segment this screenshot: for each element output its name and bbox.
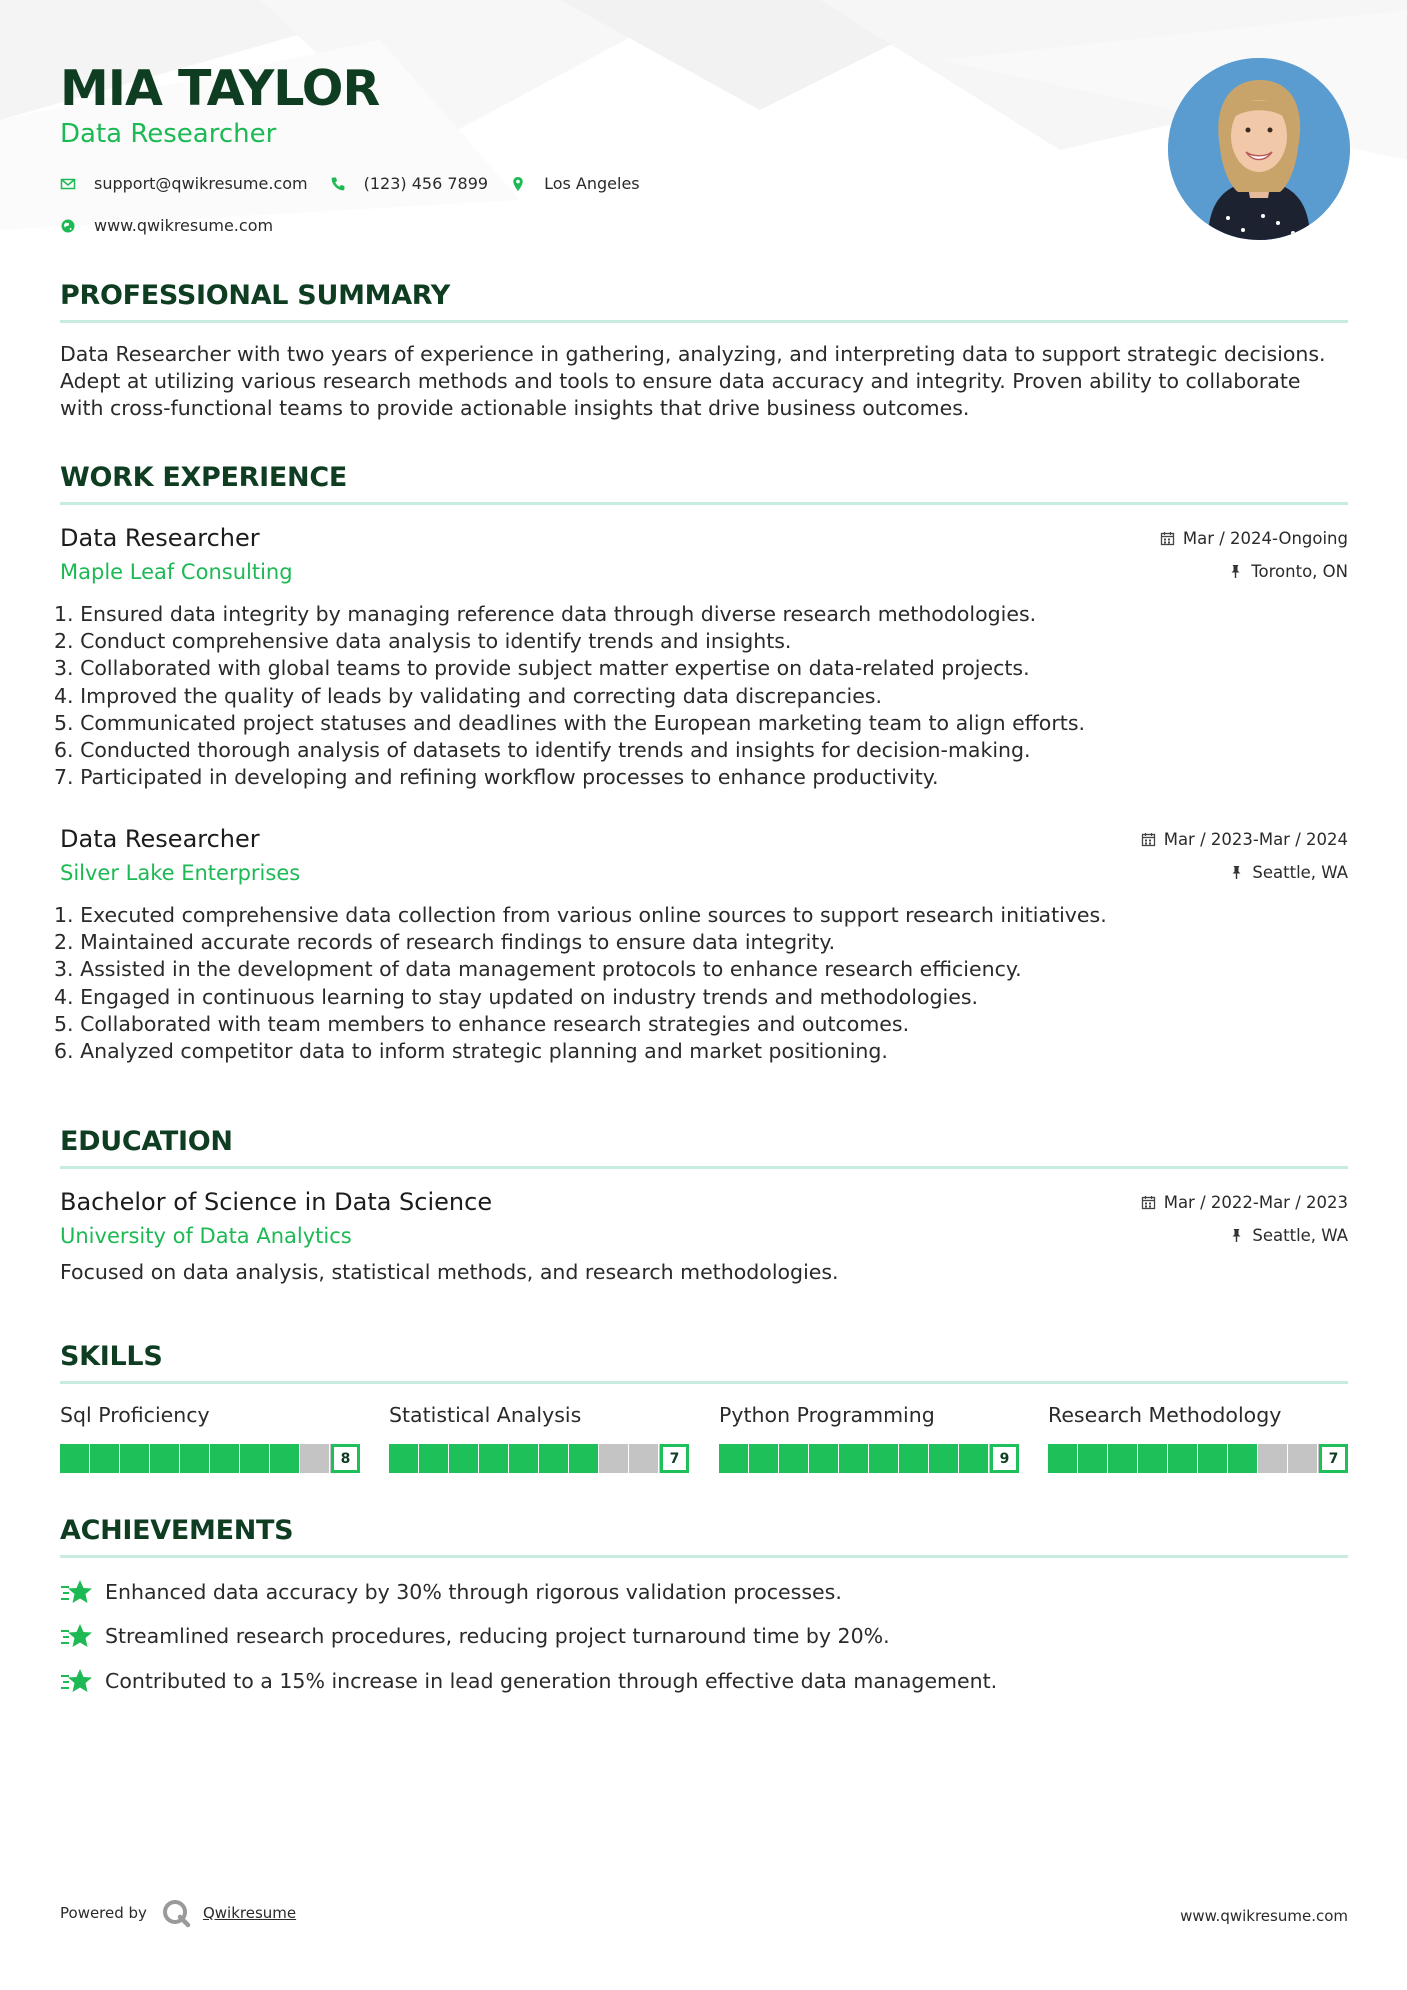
skill-level-badge: 7: [1319, 1444, 1348, 1473]
summary-section: [60, 279, 1348, 422]
experience-section: [60, 461, 1348, 505]
location-text: Los Angeles: [544, 174, 640, 193]
skill-level-segment: [479, 1444, 508, 1473]
profile-photo-illustration: [1168, 58, 1350, 240]
skill-level-segment: [839, 1444, 868, 1473]
powered-by-label: Powered by: [60, 1904, 147, 1922]
skill-level-badge: 9: [990, 1444, 1019, 1473]
skill-level-bar: [389, 1444, 689, 1473]
skill-name: Statistical Analysis: [389, 1403, 582, 1427]
skill-level-segment: [1228, 1444, 1257, 1473]
degree-title: Bachelor of Science in Data Science: [60, 1188, 493, 1216]
summary-line: Data Researcher with two years of experience in gathering, analyzing, and interpreting data to support strategic decisions.: [60, 342, 1326, 366]
section-divider: [60, 502, 1348, 505]
pushpin-icon: [1228, 564, 1243, 579]
skill-level-bar: [60, 1444, 360, 1473]
envelope-icon: [60, 176, 76, 192]
achievements-section: [60, 1514, 1348, 1558]
map-pin-icon: [510, 176, 526, 192]
skill-level-segment: [60, 1444, 89, 1473]
education-date: [1141, 1193, 1348, 1212]
star-badge-icon: [60, 1622, 94, 1650]
job-bullet: 5. Communicated project statuses and deadlines with the European marketing team to align efforts.: [54, 710, 1086, 735]
education-heading: EDUCATION: [60, 1126, 233, 1157]
achievements-heading: ACHIEVEMENTS: [60, 1515, 294, 1546]
skill-level-segment: [929, 1444, 958, 1473]
skill-level-segment: [749, 1444, 778, 1473]
job-bullets: [54, 601, 1085, 791]
skill-level-badge: 8: [331, 1444, 360, 1473]
job-bullet: 4. Engaged in continuous learning to stay updated on industry trends and methodologies.: [54, 984, 979, 1009]
skills-section: [60, 1340, 1348, 1384]
education-section: [60, 1125, 1348, 1169]
skill-level-segment: [210, 1444, 239, 1473]
phone-icon: [330, 176, 346, 192]
job-bullet: 4. Improved the quality of leads by validating and correcting data discrepancies.: [54, 683, 882, 708]
job-title: Data Researcher: [60, 524, 260, 552]
skill-level-segment: [719, 1444, 748, 1473]
achievement-text: Contributed to a 15% increase in lead generation through effective data management.: [105, 1668, 998, 1693]
skill-level-badge: 7: [660, 1444, 689, 1473]
education-date-text: Mar / 2022-Mar / 2023: [1163, 1193, 1348, 1212]
contact-phone[interactable]: [330, 174, 488, 193]
footer-powered-by: [60, 1898, 296, 1928]
job-bullet: 5. Collaborated with team members to enhance research strategies and outcomes.: [54, 1011, 910, 1036]
job-title: Data Researcher: [60, 825, 260, 853]
skill-level-bar: [719, 1444, 1019, 1473]
skills-heading: SKILLS: [60, 1341, 163, 1372]
skill-level-segment: [180, 1444, 209, 1473]
job-date: [1141, 830, 1348, 849]
skill-level-segment: [300, 1444, 329, 1473]
skill-level-segment: [809, 1444, 838, 1473]
skill-level-segment: [389, 1444, 418, 1473]
calendar-icon: [1141, 832, 1156, 847]
school-name: University of Data Analytics: [60, 1224, 352, 1248]
calendar-icon: [1141, 1195, 1156, 1210]
profile-photo: [1168, 58, 1350, 240]
star-badge-icon: [60, 1667, 94, 1695]
skill-level-segment: [869, 1444, 898, 1473]
skill-level-segment: [150, 1444, 179, 1473]
skill-level-segment: [959, 1444, 988, 1473]
skill-item: [60, 1402, 360, 1467]
candidate-name: MIA TAYLOR: [60, 60, 380, 117]
job-company: Maple Leaf Consulting: [60, 560, 293, 584]
skill-level-segment: [509, 1444, 538, 1473]
pushpin-icon: [1229, 865, 1244, 880]
skill-level-segment: [270, 1444, 299, 1473]
candidate-role: Data Researcher: [60, 119, 277, 149]
email-text[interactable]: support@qwikresume.com: [94, 174, 308, 193]
job-location: [1228, 562, 1348, 581]
skill-level-segment: [240, 1444, 269, 1473]
section-divider: [60, 1555, 1348, 1558]
skill-level-segment: [120, 1444, 149, 1473]
calendar-icon: [1160, 531, 1175, 546]
skill-name: Python Programming: [719, 1403, 935, 1427]
contact-row-secondary: [60, 216, 295, 235]
achievement-text: Enhanced data accuracy by 30% through rigorous validation processes.: [105, 1579, 842, 1604]
skill-level-segment: [1168, 1444, 1197, 1473]
skill-level-segment: [1138, 1444, 1167, 1473]
skill-item: [389, 1402, 689, 1467]
skill-item: [719, 1402, 1019, 1467]
contact-website[interactable]: [60, 216, 273, 235]
education-description: Focused on data analysis, statistical methods, and research methodologies.: [60, 1260, 839, 1284]
job-bullet: 6. Analyzed competitor data to inform strategic planning and market positioning.: [54, 1039, 888, 1064]
qwikresume-logo-icon: [161, 1898, 191, 1928]
job-bullet: 3. Collaborated with global teams to provide subject matter expertise on data-related projects.: [54, 656, 1030, 681]
job-bullets: [54, 902, 1107, 1065]
achievement-item: [60, 1667, 997, 1695]
summary-line: with cross-functional teams to provide actionable insights that drive business outcomes.: [60, 396, 970, 420]
job-bullet: 1. Executed comprehensive data collection from various online sources to support research initiatives.: [54, 903, 1107, 927]
skill-level-segment: [449, 1444, 478, 1473]
contact-row-primary: [60, 174, 662, 193]
job-bullet: 3. Assisted in the development of data management protocols to enhance research efficiency.: [54, 957, 1022, 982]
contact-location: [510, 174, 640, 193]
skill-level-segment: [629, 1444, 658, 1473]
skill-level-segment: [599, 1444, 628, 1473]
summary-text: [60, 341, 1348, 422]
summary-heading: PROFESSIONAL SUMMARY: [60, 280, 451, 311]
star-badge-icon: [60, 1578, 94, 1606]
skill-level-segment: [1288, 1444, 1317, 1473]
job-bullet: 2. Maintained accurate records of research findings to ensure data integrity.: [54, 930, 836, 955]
education-location-text: Seattle, WA: [1252, 1226, 1348, 1245]
achievement-item: [60, 1622, 890, 1650]
brand-link[interactable]: Qwikresume: [202, 1904, 297, 1922]
globe-icon: [60, 218, 76, 234]
phone-text[interactable]: (123) 456 7899: [363, 174, 489, 193]
job-date: [1160, 529, 1348, 548]
job-bullet: 1. Ensured data integrity by managing reference data through diverse research methodologies.: [54, 602, 1037, 626]
contact-email[interactable]: [60, 174, 308, 193]
section-divider: [60, 1381, 1348, 1384]
job-company: Silver Lake Enterprises: [60, 861, 301, 885]
skill-level-segment: [779, 1444, 808, 1473]
website-text[interactable]: www.qwikresume.com: [94, 216, 274, 235]
job-date-text: Mar / 2024-Ongoing: [1182, 529, 1348, 548]
skill-level-segment: [419, 1444, 448, 1473]
skill-level-segment: [899, 1444, 928, 1473]
skill-level-segment: [1078, 1444, 1107, 1473]
skill-level-bar: [1048, 1444, 1348, 1473]
skill-name: Sql Proficiency: [60, 1403, 210, 1427]
skill-item: [1048, 1402, 1348, 1467]
achievement-item: [60, 1578, 842, 1606]
job-location: [1229, 863, 1348, 882]
section-divider: [60, 1166, 1348, 1169]
education-location: [1229, 1226, 1348, 1245]
skill-level-segment: [90, 1444, 119, 1473]
skill-level-segment: [1048, 1444, 1077, 1473]
skill-level-segment: [1198, 1444, 1227, 1473]
job-bullet: 7. Participated in developing and refining workflow processes to enhance productivity.: [54, 765, 939, 790]
skill-level-segment: [569, 1444, 598, 1473]
skill-level-segment: [1258, 1444, 1287, 1473]
achievement-text: Streamlined research procedures, reducing project turnaround time by 20%.: [105, 1623, 890, 1648]
skills-list: [60, 1402, 1348, 1482]
job-date-text: Mar / 2023-Mar / 2024: [1163, 830, 1348, 849]
job-bullet: 6. Conducted thorough analysis of datasets to identify trends and insights for decision-making.: [54, 738, 1031, 763]
job-location-text: Toronto, ON: [1251, 562, 1348, 581]
skill-level-segment: [1108, 1444, 1137, 1473]
skill-name: Research Methodology: [1048, 1403, 1282, 1427]
skill-level-segment: [539, 1444, 568, 1473]
section-divider: [60, 320, 1348, 323]
footer-website-link[interactable]: www.qwikresume.com: [1180, 1907, 1348, 1925]
summary-line: Adept at utilizing various research methods and tools to ensure data accuracy and integrity. Proven ability to collaborate: [60, 369, 1301, 393]
job-location-text: Seattle, WA: [1252, 863, 1348, 882]
experience-heading: WORK EXPERIENCE: [60, 462, 347, 493]
job-bullet: 2. Conduct comprehensive data analysis to identify trends and insights.: [54, 629, 792, 654]
pushpin-icon: [1229, 1228, 1244, 1243]
